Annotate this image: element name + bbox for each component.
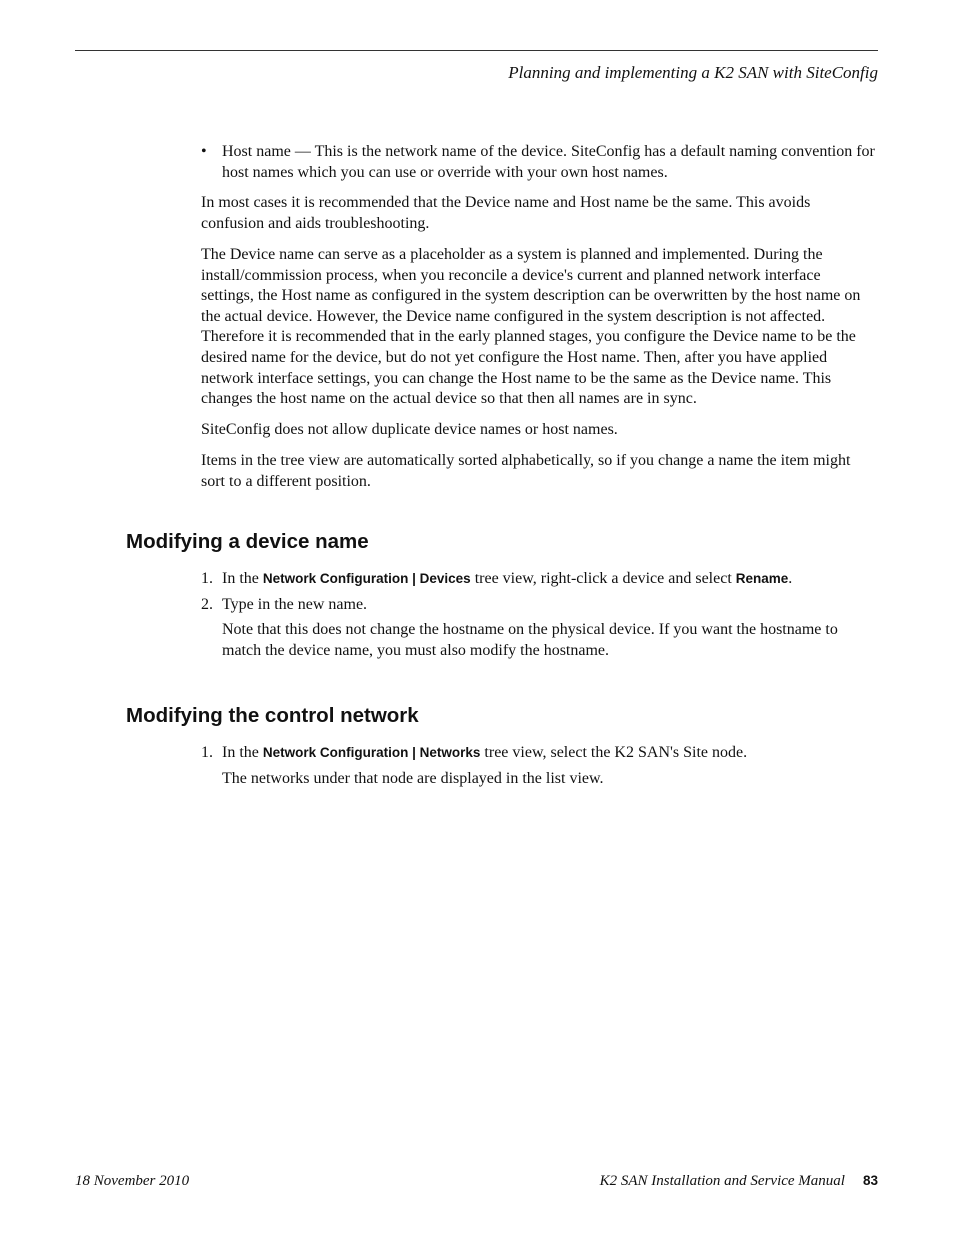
paragraph-duplicates: SiteConfig does not allow duplicate device names or host names. [201,421,618,438]
ui-path-networks: Network Configuration | Networks [262,745,481,760]
heading-modifying-device-name: Modifying a device name [126,530,369,553]
paragraph-placeholder: The Device name can serve as a placeholder as a system is planned and implemented. During the install/commission process, when you reconcile a device's current and planned network interface settings, the Host name as configured in the system description can be overwritten by the host name on the actual device. However, the Device name configured in the system description is not affected. Therefore it is recommended that in the early planned stages, you configure the Device name to be the desired name for the device, but do not yet configure the Host name. Then, after you have applied network interface settings, you can change the Host name to be the same as the Device name. This changes the host name on the actual device so that then all names are in sync. [201,246,861,408]
step-text-segment: In the [222,744,263,761]
footer-manual-title: K2 SAN Installation and Service Manual [599,1173,845,1189]
ui-command-rename: Rename [735,571,789,586]
step-text-segment: In the [222,570,263,587]
step-text-segment: tree view, right-click a device and select [470,570,736,587]
paragraph-sorting: Items in the tree view are automatically sorted alphabetically, so if you change a name the item might sort to a different position. [201,452,851,490]
footer-manual-info [600,1171,878,1191]
header-rule [75,50,878,51]
network-step-1 [222,743,877,764]
device-step-note: Note that this does not change the hostname on the physical device. If you want the hostname to match the device name, you must also modify the hostname. [222,621,838,659]
network-step-result: The networks under that node are displayed in the list view. [222,770,604,787]
footer-date: 18 November 2010 [75,1173,190,1189]
bullet-host-name: Host name — This is the network name of the device. SiteConfig has a default naming convention for host names which you can use or override with your own host names. [222,143,875,181]
paragraph-same-names: In most cases it is recommended that the Device name and Host name be the same. This avoids confusion and aids troubleshooting. [201,194,811,232]
bullet-marker: • [201,143,207,160]
step-text-segment: . [788,570,793,587]
heading-modifying-control-network: Modifying the control network [126,704,419,727]
step-text-segment: tree view, select the K2 SAN's Site node. [480,744,748,761]
running-header: Planning and implementing a K2 SAN with SiteConfig [508,63,878,82]
step-number: 1. [201,570,213,587]
step-number: 1. [201,744,213,761]
page-number: 83 [862,1173,878,1188]
step-number: 2. [201,596,213,613]
device-step-2: Type in the new name. [222,596,368,613]
device-step-1 [222,569,877,590]
ui-path-devices: Network Configuration | Devices [262,571,471,586]
